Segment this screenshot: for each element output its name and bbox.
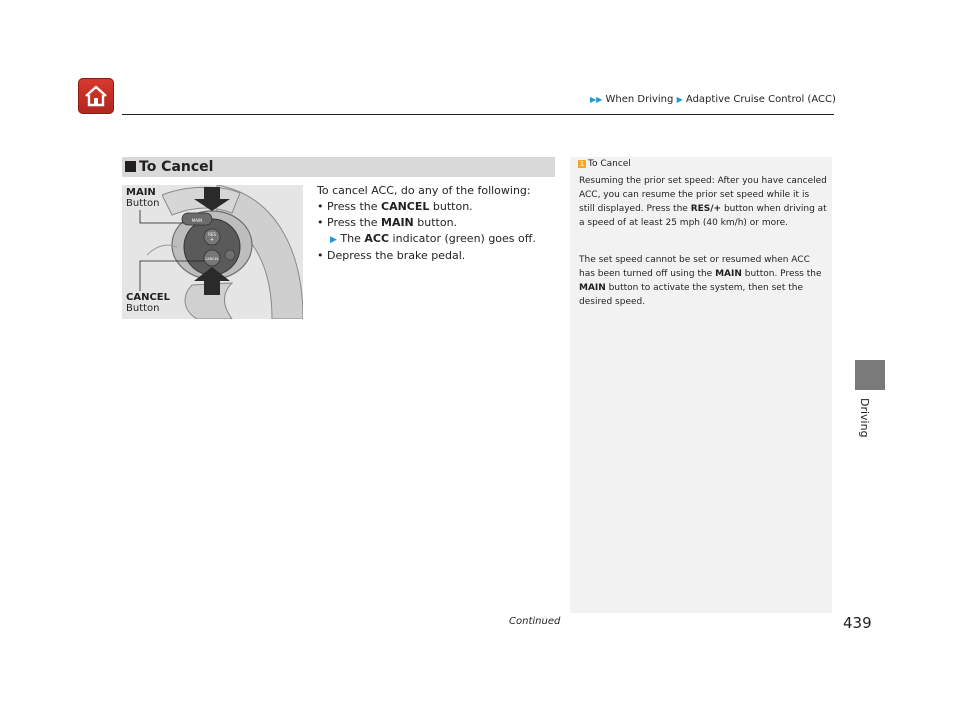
- note-paragraph-resume: [579, 174, 827, 230]
- item-text: Press the: [327, 216, 381, 229]
- list-item: [317, 199, 536, 215]
- main-button-callout: [124, 186, 162, 210]
- main-button-label: MAIN: [191, 218, 203, 223]
- main-button-term: MAIN: [381, 216, 414, 229]
- note-paragraph-main: [579, 253, 827, 309]
- breadcrumb: [590, 94, 836, 105]
- home-button[interactable]: [78, 78, 114, 114]
- note-text: button. Press the: [741, 269, 822, 279]
- cancel-callout-title: CANCEL: [126, 292, 170, 303]
- breadcrumb-arrow-icon: ▶▶: [590, 95, 603, 104]
- res-plus-label: +: [209, 237, 215, 243]
- section-title: To Cancel: [139, 159, 214, 175]
- chapter-tab[interactable]: [855, 360, 885, 390]
- side-note-panel: [570, 157, 832, 613]
- home-icon: [83, 83, 109, 109]
- main-callout-title: MAIN: [126, 187, 156, 198]
- acc-term: ACC: [364, 232, 390, 245]
- item-text: Depress the brake pedal.: [327, 249, 466, 262]
- bullet-icon: •: [317, 216, 324, 229]
- section-square-icon: [125, 161, 136, 172]
- cancel-button-label: CANCEL: [204, 257, 220, 261]
- item-text: Press the: [327, 200, 381, 213]
- cancel-instructions: [317, 183, 536, 264]
- list-item: [317, 215, 536, 231]
- bullet-icon: •: [317, 200, 324, 213]
- note-heading: [578, 159, 631, 169]
- res-button-term: RES/+: [690, 204, 722, 214]
- main-button-term: MAIN: [579, 283, 606, 293]
- item-text: button.: [413, 216, 458, 229]
- header-divider: [122, 114, 834, 115]
- note-text: Resuming the prior set speed: After you have canceled ACC, you can resume the prior set speed while it is still displayed. Press the: [579, 176, 827, 214]
- cancel-button-term: CANCEL: [381, 200, 430, 213]
- section-header: [122, 157, 555, 177]
- instructions-intro: To cancel ACC, do any of the following:: [317, 184, 531, 197]
- res-button-label: RES: [208, 232, 216, 237]
- note-text: button when driving at a speed of at least 25 mph (40 km/h) or more.: [579, 204, 827, 228]
- item-text: indicator (green) goes off.: [389, 232, 536, 245]
- cancel-callout-subtitle: Button: [126, 303, 160, 314]
- result-arrow-icon: ▶: [330, 235, 337, 245]
- list-subitem: [317, 231, 536, 248]
- continued-label: Continued: [509, 616, 561, 627]
- note-heading-text: To Cancel: [588, 159, 631, 169]
- note-marker-icon: 1: [579, 160, 585, 168]
- note-text: The set speed cannot be set or resumed when ACC has been turned off using the: [579, 255, 810, 279]
- main-callout-subtitle: Button: [126, 198, 160, 209]
- note-text: button to activate the system, then set the desired speed.: [579, 283, 803, 307]
- list-item: [317, 248, 536, 264]
- chapter-tab-label: Driving: [858, 398, 871, 438]
- bullet-icon: •: [317, 249, 324, 262]
- breadcrumb-item-when-driving[interactable]: When Driving: [605, 94, 674, 105]
- cancel-button-callout: [124, 291, 172, 315]
- breadcrumb-item-acc[interactable]: Adaptive Cruise Control (ACC): [685, 94, 836, 105]
- item-text: button.: [429, 200, 473, 213]
- breadcrumb-arrow-icon: ▶: [676, 95, 683, 104]
- page-number: 439: [843, 614, 872, 632]
- item-text: The: [340, 232, 365, 245]
- steering-wheel-figure: [122, 185, 303, 319]
- main-button-term: MAIN: [715, 269, 742, 279]
